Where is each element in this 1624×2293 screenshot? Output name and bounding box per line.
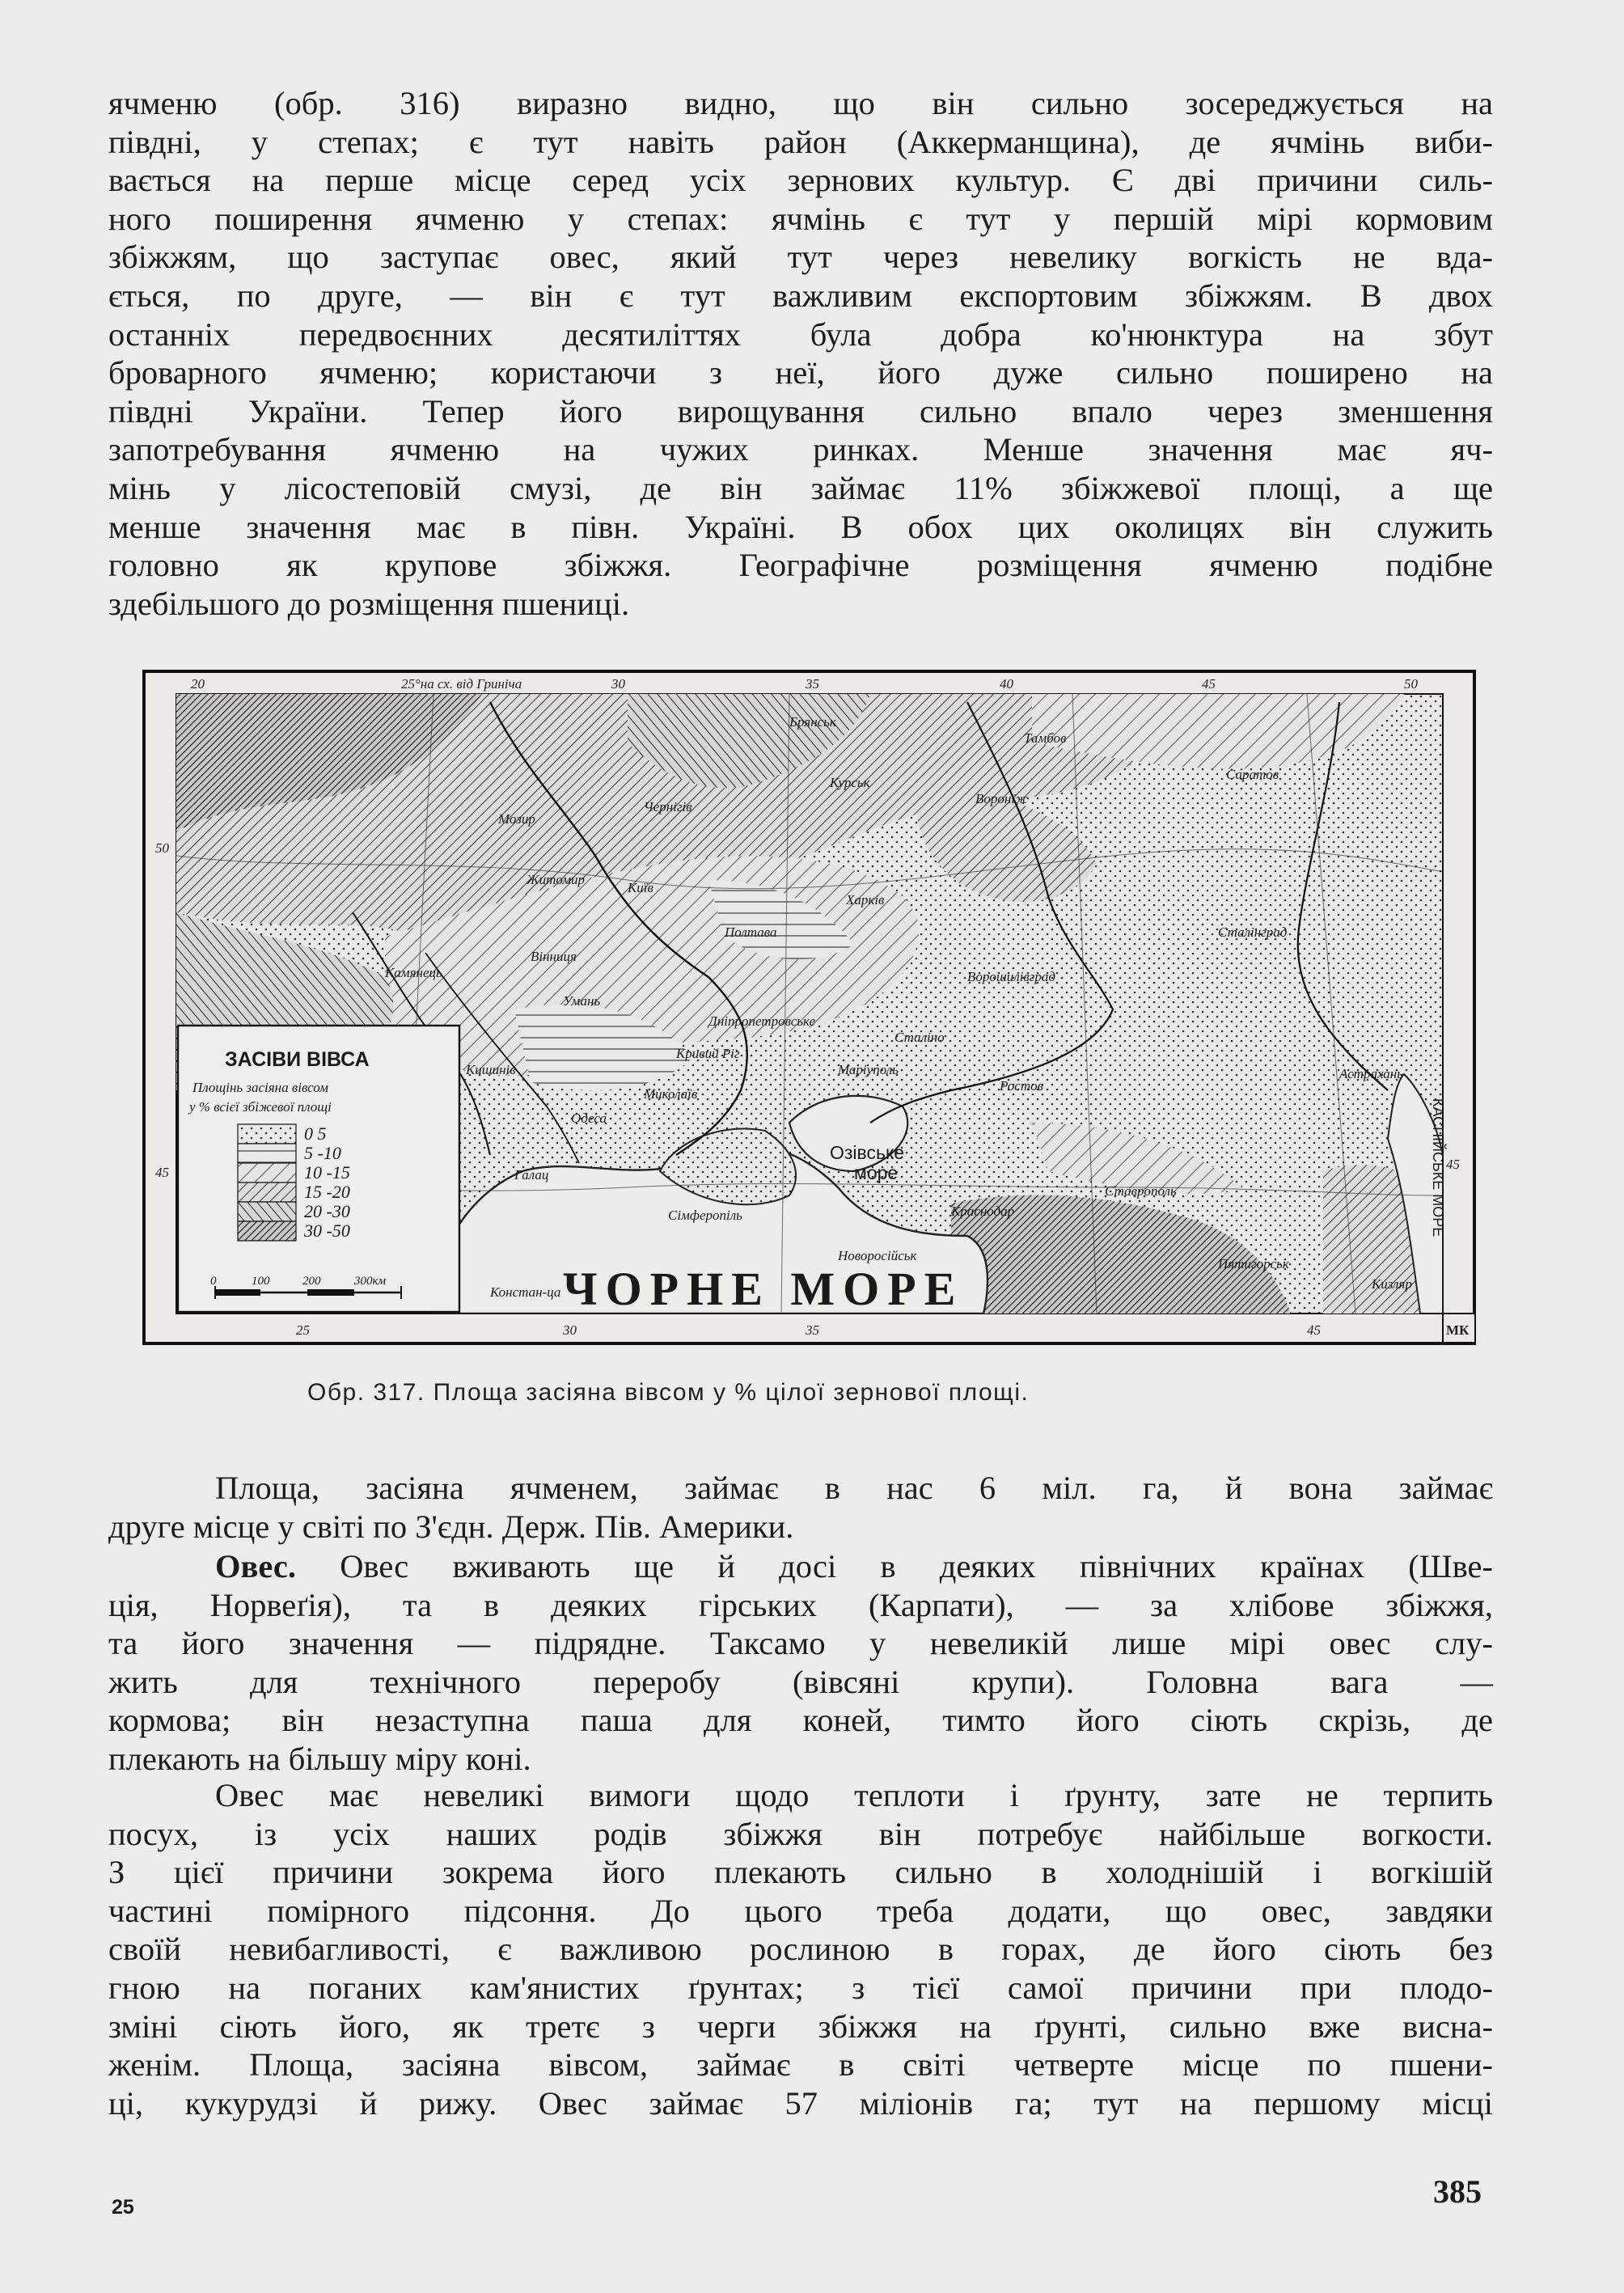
text-line: та його значення — підрядне. Таксамо у невеликій лише мірі овес слу- (108, 1625, 1493, 1662)
text-line: півдні України. Тепер його вирощування сильно впало через зменшення (108, 392, 1493, 429)
tick-right-45: 45 (1446, 1157, 1460, 1172)
text-line: ці, кукурудзі й рижу. Овес займає 57 міліонів га; тут на першому місці (108, 2084, 1493, 2122)
azov-sea-label-2: море (854, 1162, 899, 1183)
city-label: Тамбов (1024, 730, 1067, 746)
city-label: Новоросійськ (838, 1248, 917, 1263)
city-label: Полтава (725, 924, 777, 940)
printer-signature-mark: 25 (112, 2196, 134, 2219)
text-line: гною на поганих кам'янистих ґрунтах; з тієї самої причини при плодо- (108, 1969, 1493, 2006)
tick-top-20: 20 (191, 676, 205, 692)
city-label: Кишинів (466, 1062, 516, 1077)
tick-bottom-30: 30 (563, 1322, 577, 1338)
text-line: ного поширення ячменю у степах: ячмінь є тут у першій мірі кормовим (108, 200, 1493, 237)
text-line: менше значення має в півн. Україні. В обох цих околицях він служить (108, 508, 1493, 545)
text-line: жить для технічного переробу (вівсяні крупи). Головна вага — (108, 1663, 1493, 1700)
black-sea-label: ЧОРНЕ МОРЕ (563, 1263, 964, 1315)
city-label: Саратов (1226, 767, 1279, 782)
city-label: Курськ (830, 775, 870, 790)
text-line: кормова; він незаступна паша для коней, тимто його сіють скрізь, де (108, 1702, 1493, 1739)
legend-range: 10 -15 (304, 1162, 350, 1182)
legend-title: ЗАСІВИ ВІВСА (225, 1048, 370, 1071)
city-label: Чернігів (644, 799, 692, 814)
paragraph-oats-requirements (108, 1776, 1493, 2122)
city-label: Миколаїв (644, 1086, 698, 1102)
city-label: Пятигорськ (1218, 1256, 1289, 1271)
city-label: Сталіно (894, 1030, 945, 1045)
text-line: останніх передвоєнних десятиліттях була добра ко'нюнктура на збут (108, 315, 1493, 353)
text-line: ція, Норвеґія), та в деяких гірських (Карпати), — за хлібове збіжжя, (108, 1586, 1493, 1623)
text-line: здебільшого до розміщення пшениці. (108, 585, 630, 622)
text-line: ється, по друге, — він є тут важливим експортовим збіжжям. В двох (108, 277, 1493, 314)
text-line: мінь у лісостеповій смузі, де він займає 11% збіжжевої площі, а ще (108, 469, 1493, 506)
legend-swatch-0-5 (238, 1124, 296, 1144)
tick-top-45: 45 (1202, 676, 1216, 692)
scale-label: 200 (302, 1275, 321, 1288)
city-label: Дніпропетровське (708, 1013, 816, 1029)
scale-label: 100 (252, 1275, 270, 1288)
city-label: Ворошилівград (967, 969, 1055, 984)
tick-left-45: 45 (155, 1165, 169, 1180)
city-label: Умань (563, 993, 601, 1009)
city-label: Кизляр (1372, 1276, 1412, 1292)
text-line: посух, із усіх наших родів збіжжя він потребує найбільше вогкости. (108, 1815, 1493, 1852)
legend-subtitle-2: у % всієї збіжевої площі (189, 1099, 332, 1115)
tick-bottom-35: 35 (806, 1322, 819, 1338)
tick-left-50: 50 (155, 840, 169, 856)
city-label: Брянськ (789, 714, 836, 730)
text-line: вається на перше місце серед усіх зернових культур. Є дві причини силь- (108, 162, 1493, 199)
city-label: Київ (628, 880, 653, 895)
text-line: друге місце у світі по З'єдн. Держ. Пів. Америки. (108, 1508, 794, 1545)
city-label: Краснодар (951, 1204, 1015, 1219)
caspian-sea-label: КАСПІЙСЬКЕ МОРЕ (1430, 1098, 1446, 1237)
tick-bottom-45: 45 (1307, 1322, 1321, 1338)
paragraph-barley-area (108, 1469, 1493, 1546)
city-label: Ставрополь (1105, 1183, 1177, 1199)
legend-range: 5 -10 (304, 1143, 341, 1163)
azov-sea-label-1: Озівське (830, 1142, 905, 1163)
text-line: частині помірного підсоння. До цього треба додати, що овес, завдяки (108, 1892, 1493, 1929)
text-line: головно як крупове збіжжя. Географічне розміщення ячменю подібне (108, 547, 1493, 584)
text-line: женім. Площа, засіяна вівсом, займає в світі четверте місце по пшени- (108, 2046, 1493, 2084)
tick-top-40: 40 (1000, 676, 1013, 692)
legend-swatch-10-15 (238, 1163, 296, 1182)
legend-swatch-20-30 (238, 1202, 296, 1221)
text-line: Площа, засіяна ячменем, займає в нас 6 міл. га, й вона займає (215, 1470, 1493, 1506)
scale-label: 300км (354, 1275, 387, 1288)
tick-top-30: 30 (611, 676, 625, 692)
city-label: Астрахань (1339, 1066, 1403, 1081)
text-line (108, 1547, 1493, 1586)
oats-map (142, 670, 1476, 1345)
text-line: плекають на більшу міру коні. (108, 1740, 531, 1777)
text-line: ячменю (обр. 316) виразно видно, що він сильно зосереджується на (108, 85, 1493, 121)
tick-bottom-25: 25 (296, 1322, 310, 1338)
legend-range: 20 -30 (304, 1201, 350, 1221)
tick-top-35: 35 (806, 676, 819, 692)
city-label: Маріуполь (838, 1062, 899, 1077)
section-lead-oats: Овес. (215, 1548, 296, 1584)
city-label: Мозир (498, 811, 535, 827)
text-line: броварного ячменю; користаючи з неї, його дуже сильно поширено на (108, 354, 1493, 391)
city-label: Сімферопіль (668, 1208, 742, 1223)
legend-range: 30 -50 (304, 1221, 350, 1241)
text-line: збіжжям, що заступає овес, який тут через невелику вогкість не вда- (108, 239, 1493, 276)
paragraph-barley-distribution (108, 84, 1493, 623)
text-line: З цієї причини зокрема його плекають сильно в холоднішій і вогкішій (108, 1854, 1493, 1891)
legend-swatch-15-20 (238, 1182, 296, 1202)
tick-top-25: 25°на сх. від Гриніча (401, 676, 522, 692)
city-label: Воронїж (975, 791, 1028, 806)
city-label: Одеса (571, 1111, 607, 1126)
legend-swatch-30-50 (238, 1221, 296, 1241)
oats-map-figure (142, 670, 1476, 1345)
text-line: Овес має невеликі вимоги щодо теплоти і ґрунту, зате не терпить (215, 1777, 1493, 1813)
figure-caption: Обр. 317. Площа засіяна вівсом у % цілої зернової площі. (307, 1379, 1030, 1406)
city-label: Харків (846, 892, 885, 907)
legend-range: 0 5 (304, 1123, 327, 1144)
city-label: Ростов (1000, 1078, 1043, 1094)
paragraph-oats-intro (108, 1547, 1493, 1779)
scale-label: 0 (210, 1275, 217, 1288)
text-line-rest: Овес вживають ще й досі в деяких північних країнах (Шве- (340, 1548, 1493, 1584)
city-label: Вінниця (531, 949, 577, 964)
map-legend (178, 1026, 459, 1312)
corner-mark: МК (1446, 1322, 1470, 1338)
legend-swatch-5-10 (238, 1144, 296, 1163)
tick-top-50: 50 (1404, 676, 1418, 692)
text-line: півдні, у степах; є тут навіть район (Аккерманщина), де ячмінь виби- (108, 123, 1493, 160)
legend-subtitle-1: Площінь засіяна вівсом (192, 1080, 328, 1095)
constanta-label: Констан-ца (490, 1284, 561, 1300)
city-label: Кривий Ріг (676, 1046, 740, 1061)
city-label: Галац (514, 1167, 549, 1182)
text-line: запотребування ячменю на чужих ринках. Менше значення має яч- (108, 431, 1493, 468)
city-label: Сталінград (1218, 924, 1288, 940)
text-line: зміні сіють його, як третє з черги збіжжя на ґрунті, сильно вже висна- (108, 2007, 1493, 2045)
page-number: 385 (1433, 2173, 1482, 2210)
city-label: Житомир (527, 872, 586, 887)
legend-range: 15 -20 (304, 1182, 350, 1202)
text-line: своїй невибагливості, є важливою рослиною в горах, де його сіють без (108, 1931, 1493, 1968)
city-label: Камянець (385, 965, 442, 980)
